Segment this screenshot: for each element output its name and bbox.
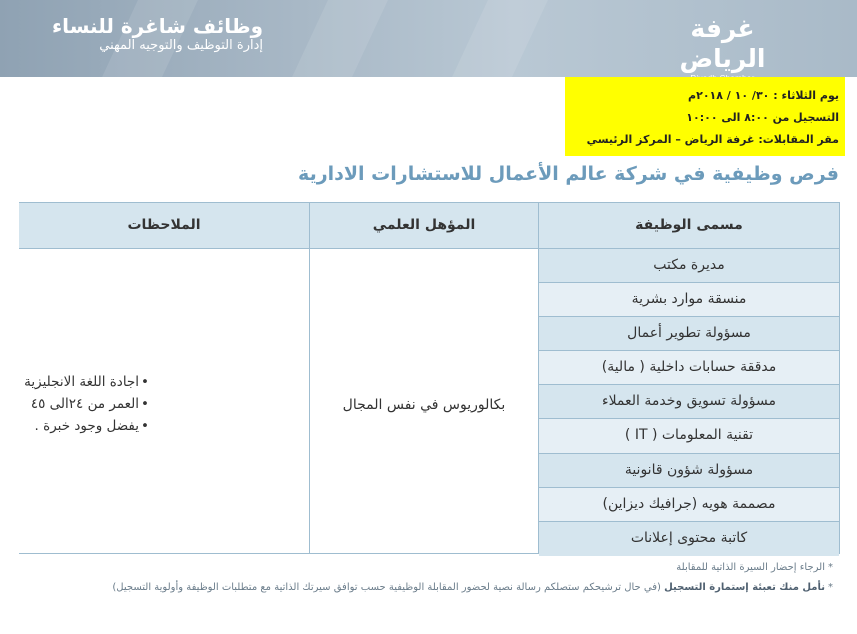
job-titles-column <box>539 249 839 553</box>
interview-date: يوم الثلاثاء : ٣٠/ ١٠ / ٢٠١٨م <box>688 89 839 102</box>
section-title: فرص وظيفية في شركة عالم الأعمال للاستشارات الادارية <box>298 163 839 185</box>
job-row: مسؤولة تطوير أعمال <box>539 317 839 351</box>
page-subtitle: إدارة التوظيف والتوجيه المهني <box>99 38 263 53</box>
job-row: مسؤولة تسويق وخدمة العملاء <box>539 385 839 419</box>
note-item: • العمر من ٢٤الى ٤٥ <box>19 393 149 415</box>
notes-cell <box>19 249 309 553</box>
footnote-cv-text: الرجاء إحضار السيرة الذاتية للمقابلة <box>676 562 825 573</box>
footnote-registration-bold: نأمل منك تعبئة إستمارة التسجيل <box>664 582 825 593</box>
header-banner <box>0 0 857 77</box>
header-job-title: مسمى الوظيفة <box>539 203 839 248</box>
footnote-registration <box>13 578 833 598</box>
asterisk-icon: * <box>828 582 833 593</box>
registration-time: التسجيل من ٨:٠٠ الى ١٠:٠٠ <box>686 111 839 124</box>
interview-location: مقر المقابلات: غرفة الرياض – المركز الرئيسي <box>586 133 839 146</box>
asterisk-icon: * <box>828 562 833 573</box>
footnotes <box>13 558 833 598</box>
note-item: • اجادة اللغة الانجليزية <box>19 371 149 393</box>
header-qualification: المؤهل العلمي <box>310 203 538 248</box>
job-row: كاتبة محتوى إعلانات <box>539 522 839 556</box>
jobs-table <box>19 202 840 554</box>
logo-arabic-text: غرفة الرياض <box>679 14 766 73</box>
job-row: مسؤولة شؤون قانونية <box>539 454 839 488</box>
qualification-cell <box>310 249 538 553</box>
footnote-registration-text: (في حال ترشيحكم ستصلكم رسالة نصية لحضور المقابلة الوظيفية حسب توافق سيرتك الذاتية مع متطلبات الوظيفة وأولوية التسجيل) <box>112 582 661 593</box>
job-row: مصممة هويه (جرافيك ديزاين) <box>539 488 839 522</box>
qualification-text: بكالوريوس في نفس المجال <box>342 397 506 413</box>
notes-list <box>19 371 309 437</box>
job-row: مدققة حسابات داخلية ( مالية) <box>539 351 839 385</box>
riyadh-chamber-logo <box>660 14 785 73</box>
page-title: وظائف شاغرة للنساء <box>51 14 263 38</box>
interview-info-box <box>565 77 845 156</box>
job-row: منسقة موارد بشرية <box>539 283 839 317</box>
column-divider <box>538 203 539 553</box>
footnote-cv <box>13 558 833 578</box>
banner-decoration <box>292 0 388 77</box>
note-item: • يفضل وجود خبرة . <box>19 415 149 437</box>
job-row: مديرة مكتب <box>539 249 839 283</box>
job-row: تقنية المعلومات ( IT ) <box>539 419 839 453</box>
column-divider <box>309 203 310 553</box>
header-notes: الملاحظات <box>19 203 309 248</box>
banner-decoration <box>452 0 548 77</box>
